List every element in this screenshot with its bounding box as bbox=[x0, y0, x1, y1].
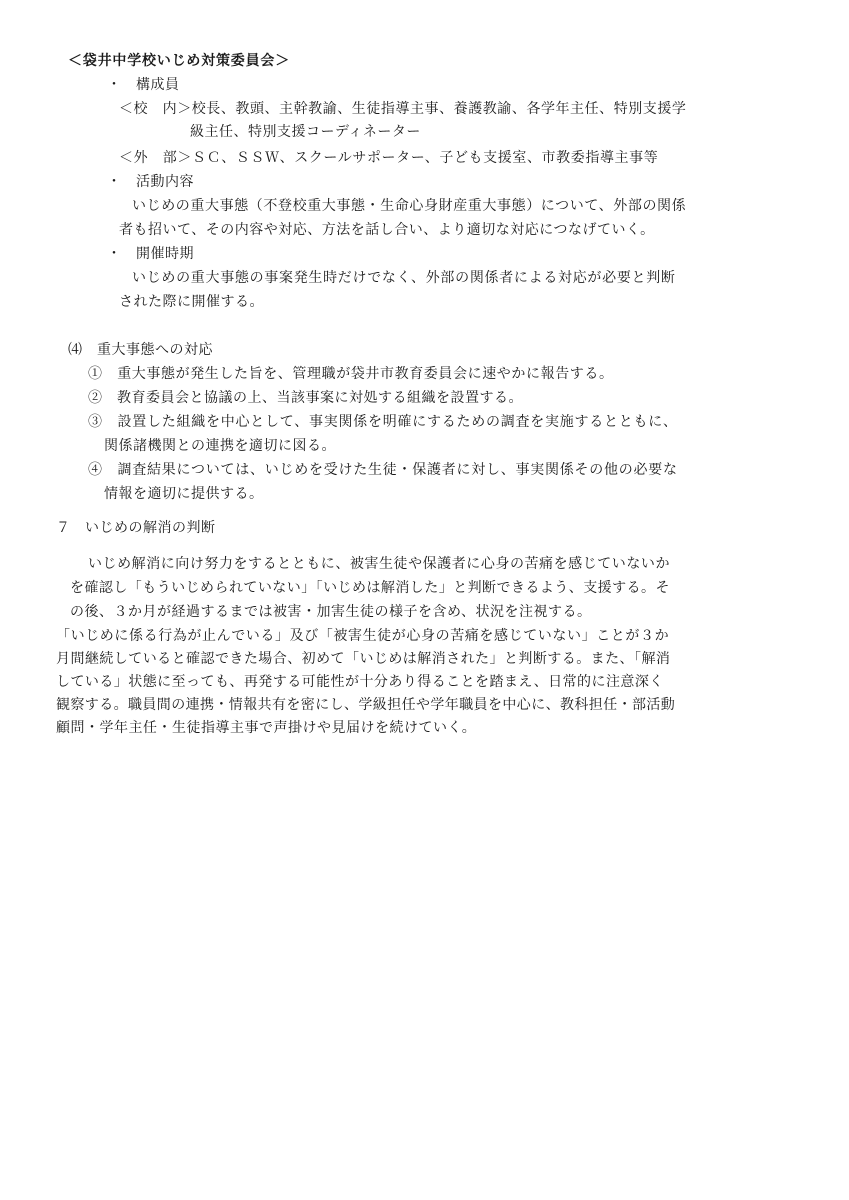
serious-item-3-line-1: ③ 設置した組織を中心として、事実関係を明確にするための調査を実施するとともに、 bbox=[88, 414, 678, 430]
activity-line-1: いじめの重大事態（不登校重大事態・生命心身財産重大事態）について、外部の関係 bbox=[132, 198, 687, 214]
committee-title: ＜袋井中学校いじめ対策委員会＞ bbox=[68, 53, 290, 69]
serious-item-4-line-1: ④ 調査結果については、いじめを受けた生徒・保護者に対し、事実関係その他の必要な bbox=[88, 462, 678, 478]
resolution-p2-line-5: 顧問・学年主任・生徒指導主事で声掛けや見届けを続けていく。 bbox=[56, 720, 477, 736]
members-external-line: ＜外 部＞ＳＣ、ＳＳＷ、スクールサポーター、子ども支援室、市教委指導主事等 bbox=[119, 150, 659, 166]
timing-line-1: いじめの重大事態の事案発生時だけでなく、外部の関係者による対応が必要と判断 bbox=[132, 270, 676, 286]
resolution-p1-line-1: いじめ解消に向け努力をするとともに、被害生徒や保護者に心身の苦痛を感じていないか bbox=[88, 556, 670, 572]
resolution-p1-line-3: の後、３か月が経過するまでは被害・加害生徒の様子を含め、状況を注視する。 bbox=[70, 604, 592, 620]
timing-line-2: された際に開催する。 bbox=[119, 294, 264, 310]
resolution-p2-line-4: 観察する。職員間の連携・情報共有を密にし、学級担任や学年職員を中心に、教科担任・部活動 bbox=[56, 697, 676, 713]
serious-cases-heading: ⑷ 重大事態への対応 bbox=[68, 342, 213, 358]
activity-heading: ・ 活動内容 bbox=[107, 174, 194, 190]
activity-line-2: 者も招いて、その内容や対応、方法を話し合い、より適切な対応につなげていく。 bbox=[119, 222, 655, 238]
resolution-p2-line-3: している」状態に至っても、再発する可能性が十分あり得ることを踏まえ、日常的に注意深く bbox=[56, 674, 664, 690]
members-internal-line-2: 級主任、特別支援コーディネーター bbox=[190, 124, 421, 140]
resolution-heading: ７ いじめの解消の判断 bbox=[56, 520, 216, 536]
serious-item-2: ② 教育委員会と協議の上、当該事案に対処する組織を設置する。 bbox=[88, 390, 523, 406]
timing-heading: ・ 開催時期 bbox=[107, 246, 194, 262]
resolution-p2-line-1: 「いじめに係る行為が止んでいる」及び「被害生徒が心身の苦痛を感じていない」ことが３か bbox=[56, 628, 670, 644]
resolution-p2-line-2: 月間継続していると確認できた場合、初めて「いじめは解消された」と判断する。また、「解消 bbox=[56, 651, 671, 667]
serious-item-3-line-2: 関係諸機関との連携を適切に図る。 bbox=[104, 438, 336, 454]
serious-item-1: ① 重大事態が発生した旨を、管理職が袋井市教育委員会に速やかに報告する。 bbox=[88, 366, 614, 382]
members-heading: ・ 構成員 bbox=[107, 77, 180, 93]
resolution-p1-line-2: を確認し「もういじめられていない」「いじめは解消した」と判断できるよう、支援する。そ bbox=[70, 580, 670, 596]
serious-item-4-line-2: 情報を適切に提供する。 bbox=[104, 486, 264, 502]
members-internal-line-1: ＜校 内＞校長、教頭、主幹教諭、生徒指導主事、養護教諭、各学年主任、特別支援学 bbox=[119, 101, 687, 117]
